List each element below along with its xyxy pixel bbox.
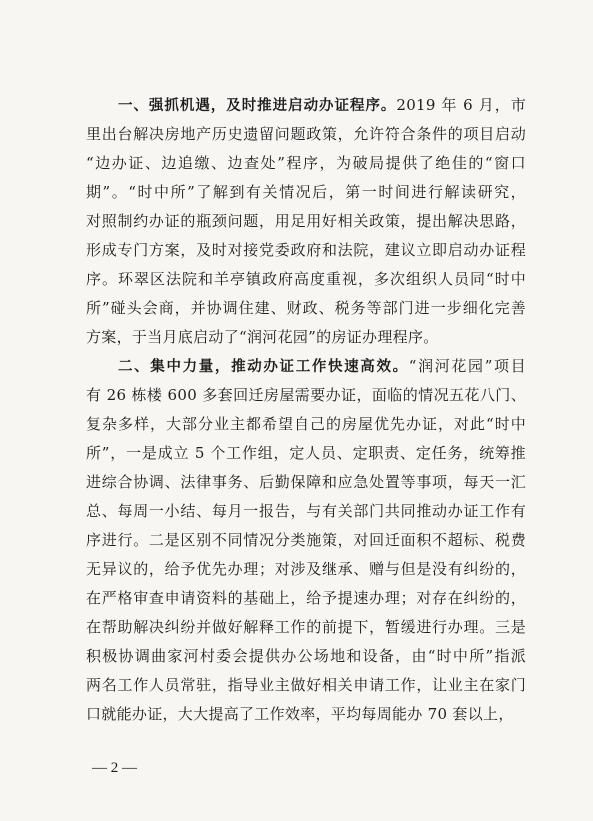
- paragraph-1-heading: 一、强抓机遇，及时推进启动办证程序。: [118, 98, 397, 114]
- paragraph-2-line-3: 复杂多样，大部分业主都希望自己的房屋优先办证，对此“时中: [86, 415, 526, 433]
- page-number: — 2 —: [92, 760, 137, 776]
- paragraph-2-heading: 二、集中力量，推动办证工作快速高效。: [118, 359, 409, 375]
- paragraph-2-line-2: 有 26 栋楼 600 多套回迁房屋需要办证，面临的情况五花八门、: [86, 386, 526, 404]
- paragraph-1-line-6: 形成专门方案，及时对接党委政府和法院，建议立即启动办证程: [86, 241, 526, 259]
- paragraph-2-text: “润河花园”项目: [408, 357, 526, 375]
- paragraph-2-line-9: 在严格审查申请资料的基础上，给予提速办理；对存在纠纷的，: [86, 589, 526, 607]
- paragraph-2-line-5: 进综合协调、法律事务、后勤保障和应急处置等事项，每天一汇: [86, 473, 526, 491]
- paragraph-2-line-11: 积极协调曲家河村委会提供办公场地和设备，由“时中所”指派: [86, 647, 526, 665]
- paragraph-1-line-5: 对照制约办证的瓶颈问题，用足用好相关政策，提出解决思路，: [86, 212, 526, 230]
- paragraph-1-line-9: 方案，于当月底启动了“润河花园”的房证办理程序。: [86, 328, 439, 346]
- paragraph-1-line-1: [118, 95, 526, 116]
- paragraph-2-line-1: [118, 356, 526, 377]
- paragraph-2-line-4: 所”，一是成立 5 个工作组，定人员、定职责、定任务，统筹推: [86, 444, 526, 462]
- paragraph-2-line-12: 两名工作人员常驻，指导业主做好相关申请工作，让业主在家门: [86, 676, 526, 694]
- paragraph-2-line-10: 在帮助解决纠纷并做好解释工作的前提下，暂缓进行办理。三是: [86, 618, 526, 636]
- paragraph-1-line-2: 里出台解决房地产历史遗留问题政策，允许符合条件的项目启动: [86, 125, 526, 143]
- paragraph-1-line-8: 所”碰头会商，并协调住建、财政、税务等部门进一步细化完善: [86, 299, 526, 317]
- paragraph-1-line-3: “边办证、边追缴、边查处”程序，为破局提供了绝佳的“窗口: [86, 154, 526, 172]
- paragraph-1-line-4: 期”。“时中所”了解到有关情况后，第一时间进行解读研究，: [86, 183, 526, 201]
- paragraph-2-line-7: 序进行。二是区别不同情况分类施策，对回迁面积不超标、税费: [86, 531, 526, 549]
- paragraph-2-line-8: 无异议的，给予优先办理；对涉及继承、赠与但是没有纠纷的，: [86, 560, 526, 578]
- paragraph-1-line-7: 序。环翠区法院和羊亭镇政府高度重视，多次组织人员同“时中: [86, 270, 526, 288]
- paragraph-2-line-6: 总、每周一小结、每月一报告，与有关部门共同推动办证工作有: [86, 502, 526, 520]
- paragraph-2-line-13: 口就能办证，大大提高了工作效率，平均每周能办 70 套以上，: [86, 705, 514, 723]
- paragraph-1-text: 2019 年 6 月，市: [396, 96, 526, 114]
